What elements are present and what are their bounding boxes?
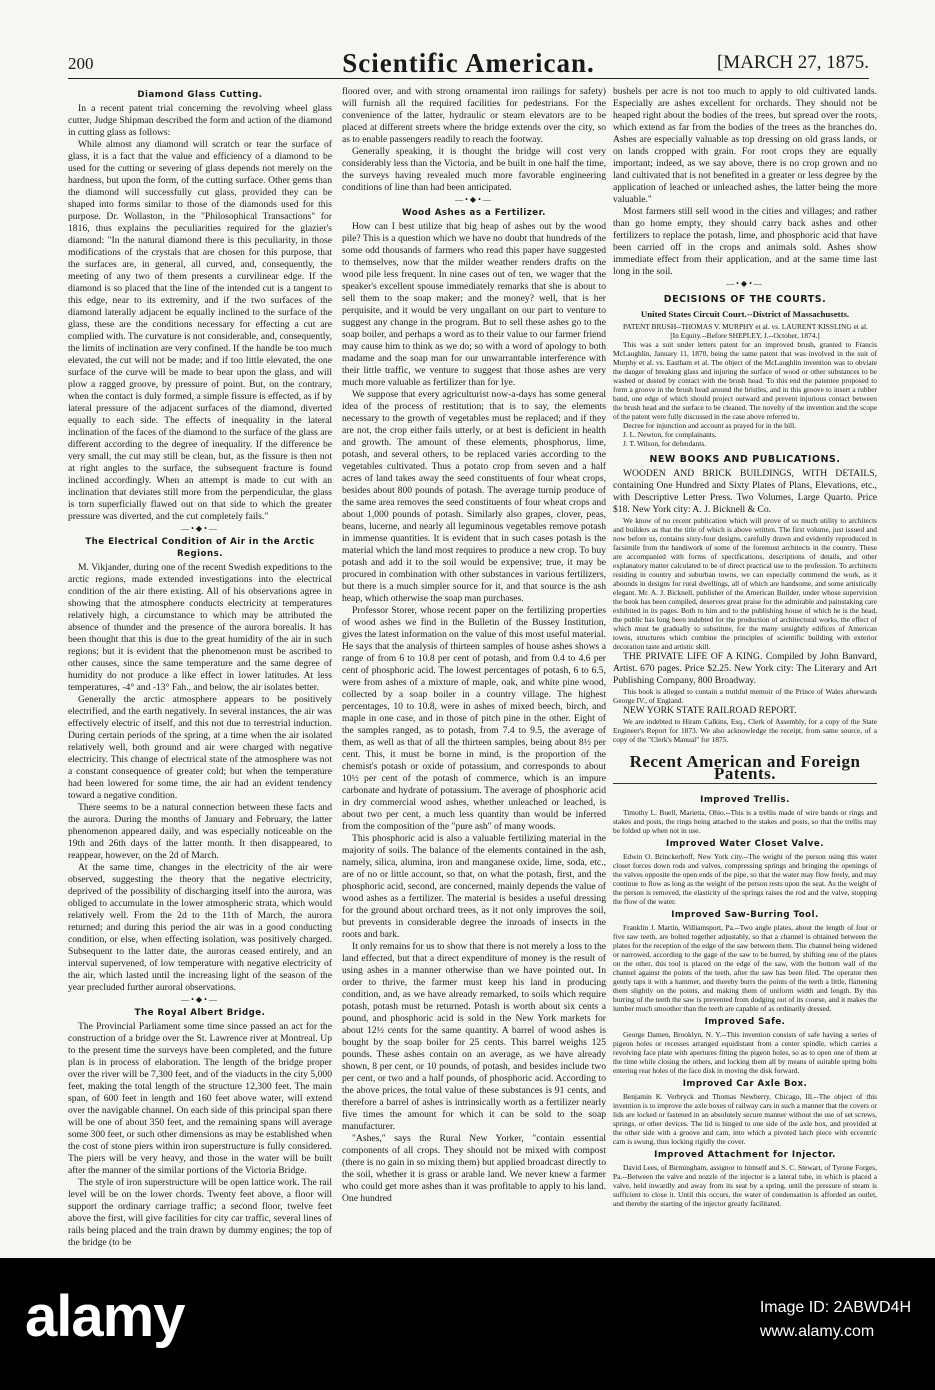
case-decree: Decree for injunction and account as prayed for in the bill.: [623, 421, 796, 430]
patent-title: Improved Car Axle Box.: [682, 1079, 808, 1089]
book-listing: NEW YORK STATE RAILROAD REPORT.: [623, 705, 797, 716]
column-1: [68, 86, 332, 1254]
page-number: 200: [68, 54, 94, 73]
book-listing: THE PRIVATE LIFE OF A KING. Compiled by John Banvard, Artist. 670 pages. Price $2.25. New York city: The Literary and Art Publishing Company, 800 Broadway.: [613, 651, 877, 686]
paragraph: bushels per acre is not too much to apply to old cultivated lands. Especially are ashes excellent for orchards. They should not be heaped right about the bodies of the trees, but spread over the roots, which extend as far from the bodies of the trees as the branches do. Ashes are especially valuable as top dressing on old grass lands, or on lands cropped with grain. For root crops they are equally important; indeed, as we say above, there is no crop grown and no land cultivated that is not benefited in a greater or less degree by the application of leached or unleached ashes, the latter being the more valuable.": [613, 86, 877, 205]
divider-ornament: —•◆•—: [455, 195, 493, 204]
patent-text: Benjamin K. Verbryck and Thomas Newberry, Chicago, Ill.--The object of this invention is to improve the axle boxes of railway cars in such a manner that the covers or lids are locked or fastened in an absolutely secure manner without the use of set screws, springs, or other devices. The lid is hinged to one side of the axle box, and provided at the other side with a groove and cam, into which a pivoted latch piece with eccentric cam is swung, thus locking rigidly the cover.: [613, 1092, 877, 1146]
paragraph: The style of iron superstructure will be open lattice work. The rail level will be on the lower chords. Twenty feet above, a floor will support the ordinary carriage traffic; a second floor, twelve feet above the first, will give facilities for city car traffic, several lines of rails being placed and the train drawn by dummy engines; the top of the bridge (to be: [68, 1177, 332, 1248]
article-title: Wood Ashes as a Fertilizer.: [402, 208, 546, 218]
patent-text: David Lees, of Birmingham, assignor to himself and S. C. Stewart, of Tyrone Forges, Pa.--Between the valve and nozzle of the injector is a lateral tube, in which is placed a valve, held inwardly and away from its seat by a spring, until the pressure of steam is sufficient to close it. Until this occurs, the water of condensation is afforded an outlet, and thereby the starting of the injector greatly facilitated.: [613, 1163, 877, 1208]
patent-text: George Damen, Brooklyn, N. Y.--This invention consists of safe having a series of pigeon holes or recesses arranged equidistant from a center spindle, which carries a revolving face plate with apertures fitting the pigeon holes, so as to open one of them at the time while closing the others, and locking them all by means of suitable spring bolts entering rear holes of the face disk in moving the disk forward.: [613, 1030, 877, 1075]
book-review: We know of no recent publication which will prove of so much utility to architects and builders as that the title of which is above written. The first volume, just issued and now before us, contains sixty-four designs, carefully drawn and evidently reproduced in facsimile from the handiwork of some of the foremost architects in the country. These are accompanied with forms of specifications, descriptions of details, and other explanatory matter calculated to be of direct practical use to the profession. To architects residing in country and suburban towns, we can especially commend the work, as it abounds in designs for rural dwellings, all of which are handsome, and some artistically elegant. Mr. A. J. Bicknell, publisher of the American Builder, under whose supervision the book has been compiled, deserves great praise for the admirable and painstaking care exhibited in its pages. Both to him and to the publishing house of which he is the head, the public has long been indebted for the production of architectural works, the effect of which must be gradually to substitute, for the many unsightly edifices of American towns, structures which combine the principles of scientific building with exterior decoration taste and artistic skill.: [613, 516, 877, 651]
paragraph: "Ashes," says the Rural New Yorker, "contain essential components of all crops. They should not be mixed with compost (there is no gain in so mixing them) but applied broadcast directly to the soil, whether it is grass or arable land. We never knew a farmer who could get more ashes than it was profitable to apply to his land. One hundred: [342, 1133, 606, 1204]
column-2: [342, 86, 606, 1254]
case-text: This was a suit under letters patent for an improved brush, granted to Francis McLaughlin, January 11, 1870, being the same patent that was involved in the suit of Murphy et al. vs. Eastham et al. The object of the McLaughlin invention was to obviate the danger of breaking glass and injuring the surface of wood or other substances to be washed or dusted by contact with the brush head. To this end the patentee proposed to form a groove in the brush head around the bristles, and in this groove to insert a rubber band, one edge of which should project outward and prevent injurious contact between the brush head and the surface to be cleaned. The novelty of the invention and the scope of the patent were fully discussed in the case above referred to.: [613, 340, 877, 421]
divider-ornament: —•◆•—: [726, 279, 764, 288]
case-counsel: J. L. Newton, for complainants.: [623, 430, 717, 439]
book-review: We are indebted to Hiram Calkins, Esq., Clerk of Assembly, for a copy of the State Engineer's Report for 1873. We also acknowledge the receipt, from same source, of a copy of the "Clerk's Manual" for 1875.: [613, 717, 877, 744]
patent-title: Improved Water Closet Valve.: [666, 839, 824, 849]
book-listing: WOODEN AND BRICK BUILDINGS, WITH DETAILS, containing One Hundred and Sixty Plates of Plans, Elevations, etc., with Descriptive Letter Press. Two Volumes, Large Quarto. Price $18. New York city: A. J. Bicknell & Co.: [613, 468, 877, 515]
image-credit: [760, 1296, 911, 1344]
paragraph: This phosphoric acid is also a valuable fertilizing material in the majority of soils. The balance of the elements contained in the ash, namely, silica, alumina, iron and manganese oxide, lime, soda, etc., are of no or little account, so that, on what the potash, first, and the phosphoric acid, second, are concerned, mainly depends the value of wood ashes as a fertilizer. The material is besides a useful dressing for the ground about orchard trees, as it not only improves the soil, but prevents in considerable degree the inroads of insects in the roots and bark.: [342, 833, 606, 940]
divider-ornament: —•◆•—: [181, 524, 219, 533]
column-3: [613, 86, 877, 1254]
section-title: NEW BOOKS AND PUBLICATIONS.: [649, 454, 841, 465]
paragraph: It only remains for us to show that there is not merely a loss to the land effected, but that a direct expenditure of money is the result of using ashes in a manner otherwise than we have pointed out. In order to thrive, the farmer must keep his land in producing condition, and, as we have already remarked, to soils which require potash, potash must be returned. Potash is worth about six cents a pound, and phosphoric acid is sold in the New York markets for about 12½ cents for the same quantity. A barrel of wood ashes is bought by the soap boiler for 25 cents. This barrel weighs 125 pounds. These ashes contain on an average, as we have already shown, 8 per cent, or 10 pounds, of potash, and besides include two per cent, or two and a half pounds, of phosphoric acid. According to the above prices, the total value of these substances is 91 cents, and therefore a barrel of ashes is intrinsically worth as a fertilizer nearly five times the amount for which it can be sold to the soap manufacturer.: [342, 941, 606, 1132]
patent-title: Improved Safe.: [704, 1017, 786, 1027]
image-id: Image ID: 2ABWD4H: [759, 1299, 911, 1316]
case-counsel: J. T. Wilson, for defendants.: [623, 439, 707, 448]
page-header: [68, 50, 869, 79]
paragraph: At the same time, changes in the electricity of the air were observed, suggesting the theory that the negative electricity, deprived of the possibility of discharging itself into the aurora, was obliged to accumulate in the lower atmospheric strata, which would relatively well. From the 2d to the 11th of March, the aurora returned; and during this period the air was in a good conducting condition, or else, when effecting isolation, was positively charged. Subsequent to the latter date, the auroras ceased entirely, and an interval supervened, of low temperature with negative electricity of the air, which lasted until the increasing light of the season of the year precluded further auroral observations.: [68, 862, 332, 993]
article-title: Diamond Glass Cutting.: [137, 90, 263, 100]
paragraph: Most farmers still sell wood in the cities and villages; and rather than go home empty, they should carry back ashes and other fertilizers to replace the potash, lime, and phosphoric acid that have been carried off in the crops and animals sold. Ashes show immediate effect from their application, and at the same time last long in the soil.: [613, 206, 877, 277]
patent-title: Improved Attachment for Injector.: [654, 1150, 836, 1160]
article-title: The Electrical Condition of Air in the Arctic Regions.: [85, 537, 315, 559]
book-review: This book is alleged to contain a truthful memoir of the Prince of Wales afterwards George IV., of England.: [613, 687, 877, 705]
issue-date: [MARCH 27, 1875.: [716, 52, 869, 73]
paragraph: While almost any diamond will scratch or tear the surface of glass, it is a fact that the value and efficiency of a diamond to be used for the cutting or severing of glass depends not merely on the hardness, but upon the form, of the cutting surface. Other gems than the diamond will successfully cut glass, provided they can be shaped into forms similar to those of the diamonds used for this purpose. Dr. Wollaston, in the "Philosophical Transactions" for 1816, thus explains the peculiarities required for the glazier's diamond: "In the natural diamond there is this peculiarity, in those modifications of the crystals that are chosen for this purpose, that the surfaces are, in general, all curved, and, consequently, the meeting of any two of them presents a curvilinear edge. If the diamond is so placed that the line of the intended cut is a tangent to this edge, near to its extremity, and if the two surfaces of the diamond laterally adjacent be equally inclined to the surface of the glass, these are the conditions necessary for effecting a cut are complied with. The curvature is not considerable, and, consequently, the limits of inclination are very confined. If the handle be too much elevated, the cut will not be made; and if too little elevated, the one surface of the curve will be made to bear upon the glass, and will plow a ragged groove, by pressure of point. But, on the contrary, when the contact is duly formed, a simple fissure is effected, as if by lateral pressure of the adjacent surfaces of the diamond, diverted equally to each side. The effects of inequality in the lateral inclination of the faces of the diamond to the surface of the glass are different according to the degree of inequality. If the difference be very small, the cut may still be clean, but, as the fissure is then not at right angles to the surface, the subsequent fracture is found inclined accordingly. When an attempt is made to cut with an inclination that deviates still more from the perpendicular, the glass is torn superficially flawed out on that side to which the greater pressure was diverted, and the cut completely fails.": [68, 139, 332, 522]
divider-ornament: —•◆•—: [181, 995, 219, 1004]
patents-section-title: Recent American and Foreign Patents.: [613, 756, 877, 784]
paragraph: Generally speaking, it is thought the bridge will cost very considerably less than the Victoria, and be built in one half the time, the surveys having revealed much more favorable engineering conditions of line than had been anticipated.: [342, 146, 606, 193]
site-url: www.alamy.com: [759, 1323, 875, 1340]
case-title: PATENT BRUSH--THOMAS V. MURPHY et al. vs. LAURENT KISSLING et al.: [623, 322, 868, 331]
paragraph: How can I best utilize that big heap of ashes out by the wood pile? This is a question which we have no doubt that hundreds of the some odd thousands of farmers who read this paper have suggested to themselves, now that the milder weather renders drafts on the wood pile less frequent. In nine cases out of ten, we wager that the speaker's excellent spouse immediately remarks that she is about to sell them to the soap maker; and the money? well, that is her perquisite, and it would be very ungallant on our part to venture to suggest any change in the program. But to sell these ashes go to the soap boiler, and perhaps a word as to their value to our farmer friend may cause him to think as we do; so with a word of apology to both madame and the soap man for our unwarrantable interference with their little traffic, we venture to suggest that those ashes are very much more valuable as fertilizer than for lye.: [342, 221, 606, 388]
masthead: Scientific American.: [342, 48, 595, 78]
patent-text: Edwin O. Brinckerhoff, New York city.--The weight of the person using this water closet forces down rods and valves, compressing springs and bringing the openings of the valves opposite the open ends of the pipe, so that the water may flow freely, and may continue to flow as long as the weight of the person rests upon the seat. As the weight of the person is removed, the elasticity of the springs raises the rod and the valve, stopping the flow of the water.: [613, 852, 877, 906]
article-title: The Royal Albert Bridge.: [134, 1008, 266, 1018]
paragraph: Professor Storer, whose recent paper on the fertilizing properties of wood ashes we find in the Bulletin of the Bussey Institution, gives the latest information on the value of this most useful material. He says that the analysis of thirteen samples of house ashes shows a range of from 6 to 10.8 per cent of potash, and from 0.4 to 4.6 per cent of phosphoric acid. The lowest percentages of potash, 6 to 6.5, were from ashes of a mixture of maple, oak, and white pine wood, collected by a soap boiler in a country village. The highest percentages, 10 to 10.8, were in ashes of mixed beech, birch, and maple in one case, and in those of pitch pine in the other. Eight of the samples ranged, as to potash, from 7.4 to 9.5, the average of them, as well as that of all the thirteen samples, being about 8½ per cent. This, it must be borne in mind, is the proportion of the chemist's potash or oxide of potassium, and corresponds to about 10½ per cent of the potash of commerce, which is an impure carbonate and hydrate of potassium. The average of phosphoric acid in dry commercial wood ashes, whether unleached or leached, is about two per cent, a much less quantity than would be inferred from the composition of the "pure ash" of many woods.: [342, 605, 606, 832]
patent-text: Franklin J. Martin, Williamsport, Pa.--Two angle plates, about the length of four or five saw teeth, are bolted together adjustably, so that a channel is obtained between the plates for the reception of the edge of the saw between them. The channel being widened or narrowed, according to the gage of the saw to be burred, by shifting one of the plates on the other, this tool is placed on the edge of the saw, with the bottom wall of the channel against the points of the teeth, after the saw has been filed. The operator then gently taps it with a hammer, and thereby burrs the points of the teeth a little, flattening them slightly on the points, and making them of uniform width and length. By this burring of the teeth the saw is prevented from dodging out of its course, and it makes the lumber much smoother than the teeth are capable of as ordinarily dressed.: [613, 923, 877, 1013]
paragraph: There seems to be a natural connection between these facts and the aurora. During the months of January and February, the latter phenomenon appeared daily, and was especially noticeable on the 19th and 26th days of the latter month. It then disappeared, to reappear, however, on the 2d of March.: [68, 802, 332, 861]
paragraph: The Provincial Parliament some time since passed an act for the construction of a bridge over the St. Lawrence river at Montreal. Up to the present time the surveys have been completed, and the future plan is in process of elaboration. The length of the bridge proper over the river will be 7,300 feet, and of the viaducts in the city 5,000 feet, making the total length of the structure 12,300 feet. The main span, of 600 feet in length and 160 feet above water, will extend over the navigable channel. On each side of this principal span there will be one of about 350 feet, and the remaining spans will average some 300 feet, or such other dimensions as may be established when the cost of stone piers within iron superstructure is fully considered. The piers will be very heavy, and those in the water will be built after the manner of the similar portions of the Victoria Bridge.: [68, 1021, 332, 1176]
paragraph: M. Vikjander, during one of the recent Swedish expeditions to the arctic regions, made extended investigations into the electrical condition of the air there existing. All of his observations agree in showing that the atmosphere conducts electricity at temperatures relatively high, a circumstance to which may be attributed the absence of thunder and the presence of the aurora borealis. It has been thought that this is due to the great humidity of the air in such regions; but it is evident that the phenomenon must be ascribed to other causes, since the same temperature and the same degree of humidity do not produce a like effect in lower latitudes. At less temperatures, -4° and -13° Fah., and below, the air isolates better.: [68, 562, 332, 693]
patent-text: Timothy L. Buell, Marietta, Ohio.--This is a trellis made of wire bands or rings and stakes and posts, the rings being attached to the stakes and posts, so that the trellis may be folded up when not in use.: [613, 808, 877, 835]
brand-logo: alamy: [25, 1284, 185, 1349]
patent-title: Improved Trellis.: [700, 795, 790, 805]
patent-title: Improved Saw-Burring Tool.: [671, 910, 819, 920]
paragraph: Generally the arctic atmosphere appears to be positively electrified, and the earth negatively. In several instances, the air was effectively electric of itself, and this not due to terrestrial induction. During certain periods of the spring, at a time when the air isolated relatively well, both ground and air were charged with negative electricity. This change of electrical state of the atmosphere was not a constant consequence of greater cold; but when the temperature had been lowered for some time, the air had an evident tendency toward a negative condition.: [68, 694, 332, 801]
paragraph: floored over, and with strong ornamental iron railings for safety) will furnish all the required facilities for pedestrians. For the convenience of the latter, hydraulic or steam elevators are to be placed at different streets where the bridge extends over the city, so as to enable passengers readily to reach the footway.: [342, 86, 606, 145]
paragraph: In a recent patent trial concerning the revolving wheel glass cutter, Judge Shipman described the form and action of the diamond in cutting glass as follows:: [68, 103, 332, 138]
case-court: [In Equity.--Before SHEPLEY, J.--October, 1874.]: [670, 331, 820, 340]
paragraph: We suppose that every agriculturist now-a-days has some general idea of the process of restitution; that is to say, the elements necessary to the growth of vegetables must be replaced; and if they are not, the crop either fails utterly, or at best is deficient in health and growth. The amount of these elements, phosphorus, lime, potash, and several others, to be replaced varies according to the vegetables cultivated. Thus a potato crop from seven and a half acres of land takes away the seed constituents of four wheat crops, besides about 800 pounds of potash. The average turnip produce of the same area removes the seed constituents of four wheat crops and about 1,000 pounds of potash. Similarly also grapes, clover, peas, beans, lucerne, and nearly all leguminous vegetables remove potash in immense quantities. It is evident that in such cases potash is the material which the land most requires to produce a new crop. To buy potash and add it to the soil would be expensive; true, it may be procured in combination with other substances in various fertilizers, but there is a much simpler source for it, and that source is the ash heap, which otherwise the soap man purchases.: [342, 389, 606, 604]
court-title: United States Circuit Court.--District of Massachusetts.: [640, 309, 850, 319]
section-title: DECISIONS OF THE COURTS.: [663, 294, 827, 305]
